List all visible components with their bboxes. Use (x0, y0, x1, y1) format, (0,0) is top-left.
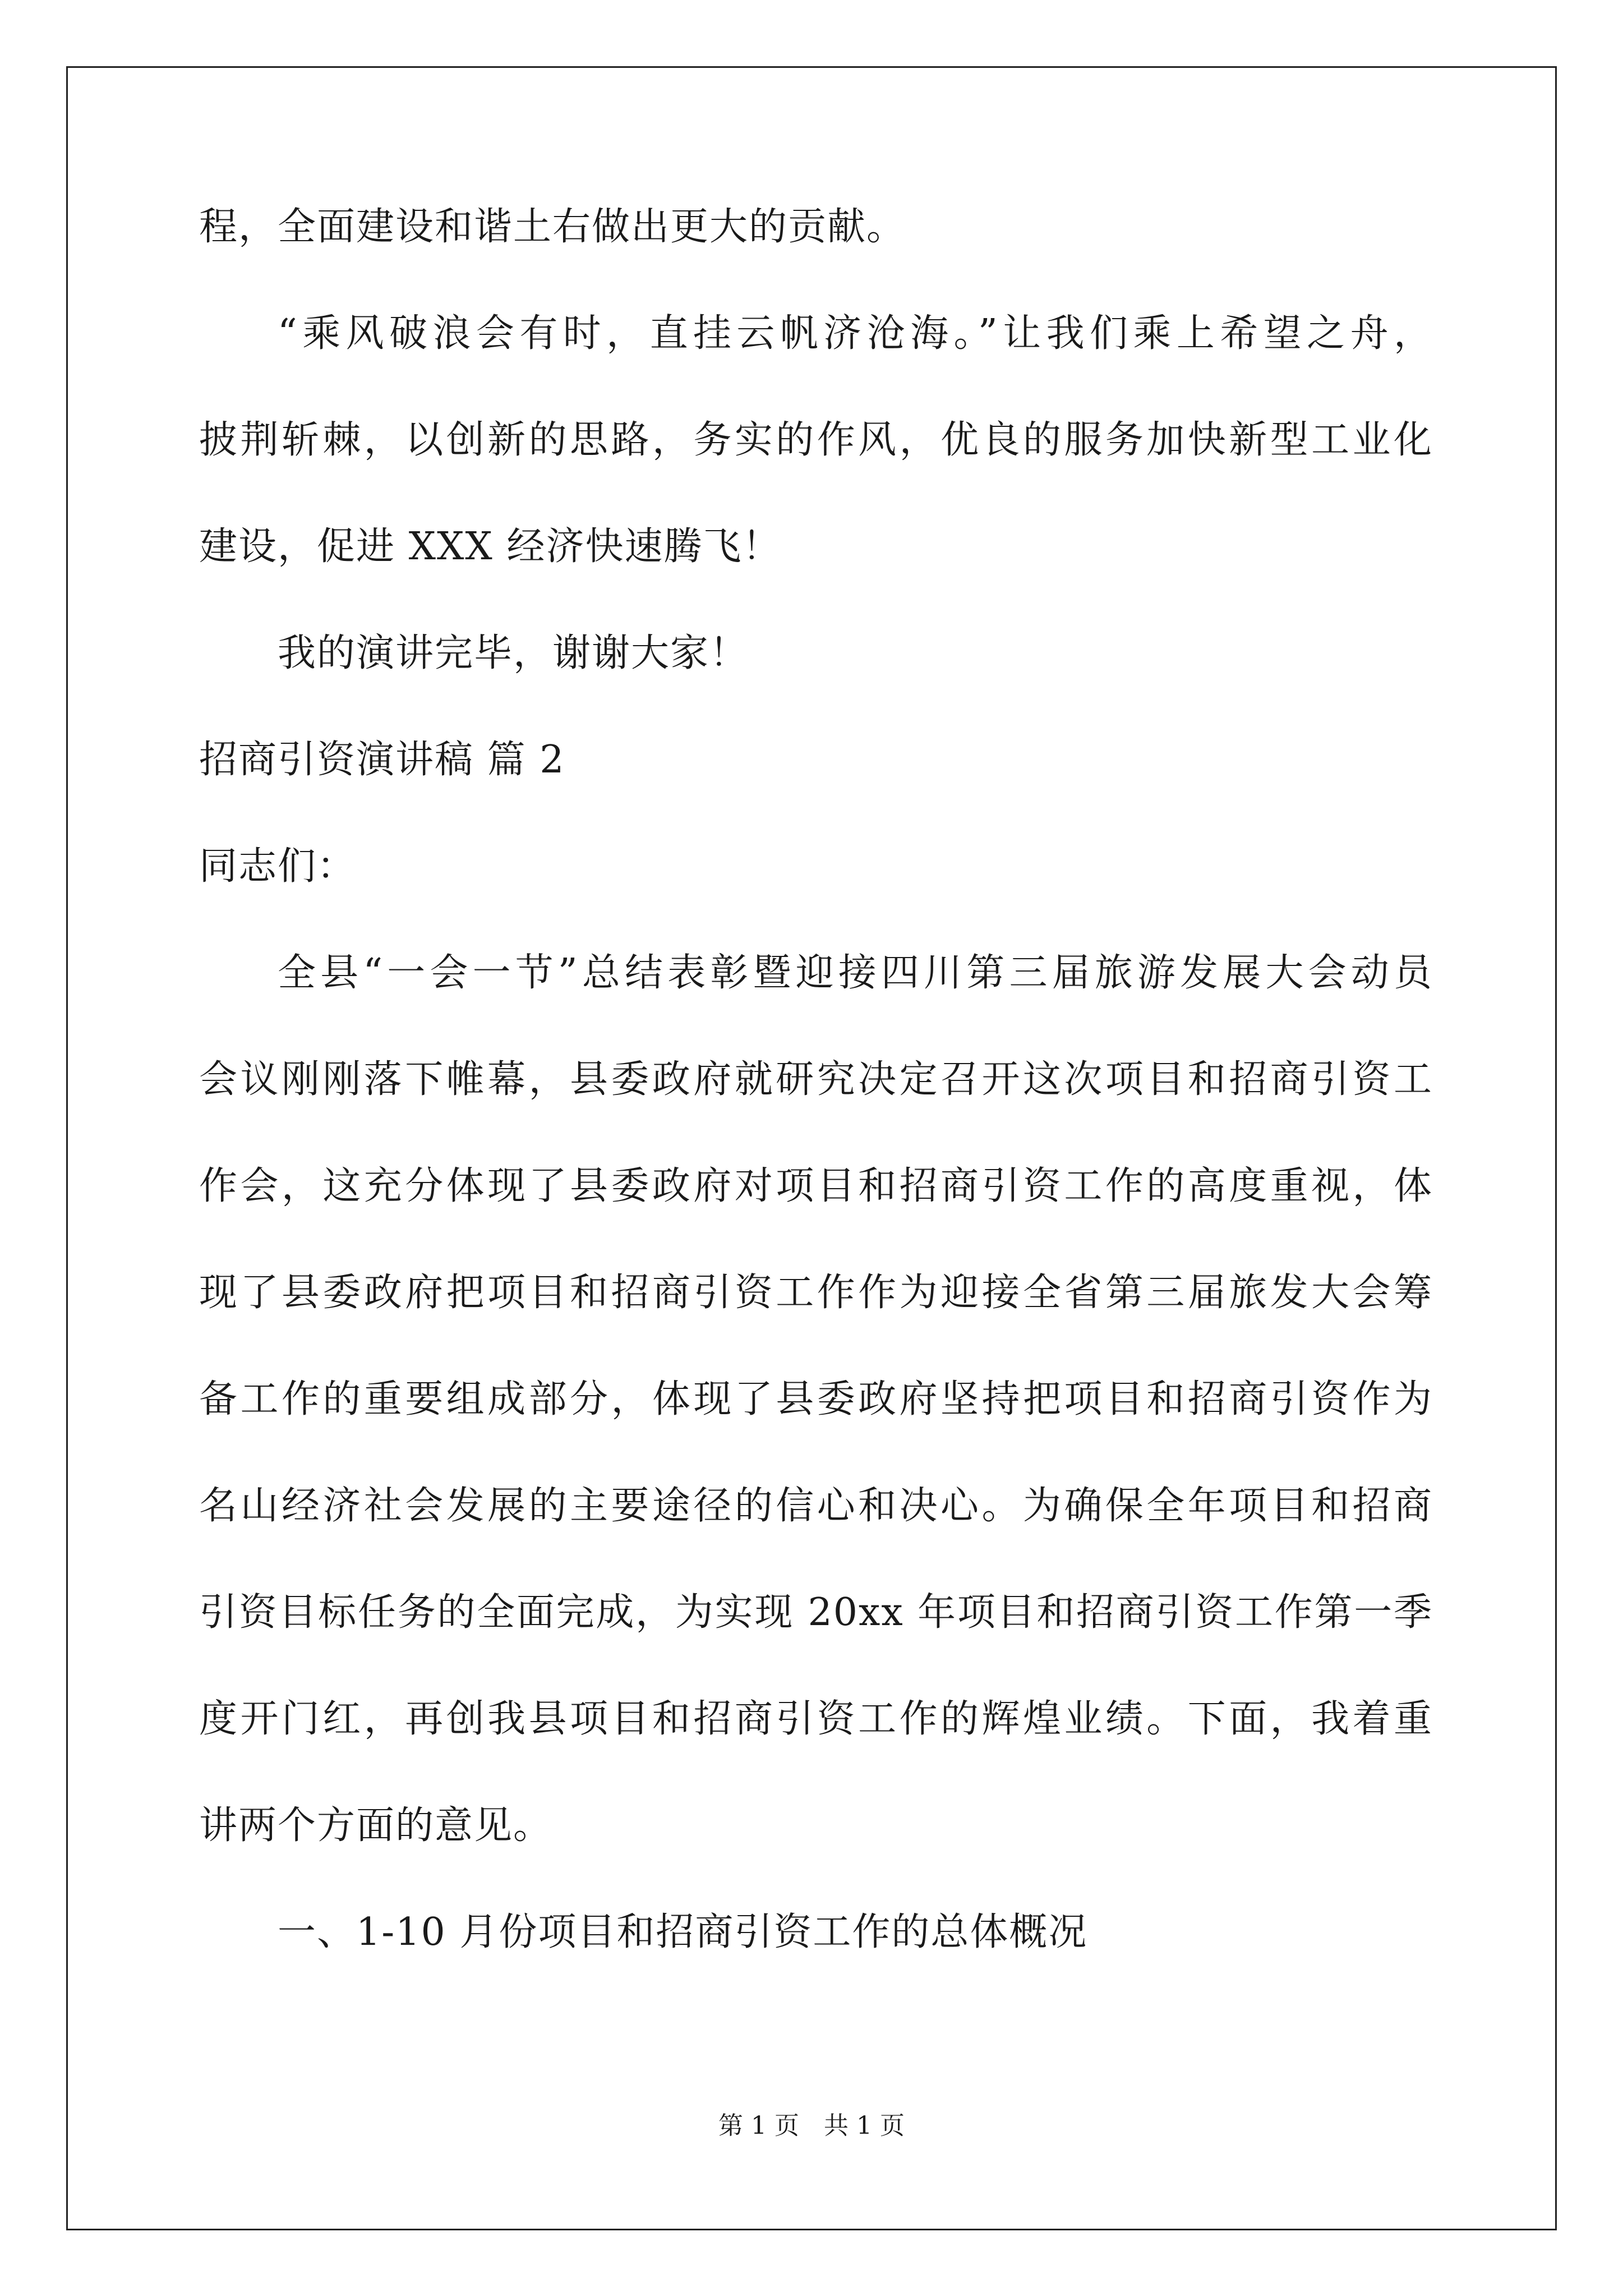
salutation: 同志们： (199, 844, 357, 889)
text-line: 作会，这充分体现了县委政府对项目和招商引资工作的高度重视，体 (199, 1164, 1433, 1208)
text-line: 名山经济社会发展的主要途径的信心和决心。为确保全年项目和招商 (199, 1484, 1433, 1528)
text-line: 会议刚刚落下帷幕，县委政府就研究决定召开这次项目和招商引资工 (199, 1057, 1433, 1102)
text-line: 建设，促进 XXX 经济快速腾飞！ (199, 524, 782, 569)
text-line: 全县“一会一节”总结表彰暨迎接四川第三届旅游发展大会动员 (278, 951, 1433, 995)
text-line: 我的演讲完毕，谢谢大家！ (278, 631, 749, 675)
page-footer: 第 1 页 共 1 页 (718, 2111, 905, 2140)
section-subheading: 一、1-10 月份项目和招商引资工作的总体概况 (278, 1910, 1088, 1954)
text-line: “乘风破浪会有时，直挂云帆济沧海。”让我们乘上希望之舟， (278, 311, 1433, 356)
text-line: 披荆斩棘，以创新的思路，务实的作风，优良的服务加快新型工业化 (199, 418, 1433, 462)
page-border (66, 66, 1557, 2230)
text-line: 备工作的重要组成部分，体现了县委政府坚持把项目和招商引资作为 (199, 1377, 1433, 1421)
text-line: 度开门红，再创我县项目和招商引资工作的辉煌业绩。下面，我着重 (199, 1697, 1433, 1741)
section-heading: 招商引资演讲稿 篇 2 (199, 738, 565, 782)
text-line: 引资目标任务的全面完成，为实现 20xx 年项目和招商引资工作第一季 (199, 1590, 1433, 1635)
text-line: 讲两个方面的意见。 (199, 1803, 553, 1848)
text-line: 程，全面建设和谐土右做出更大的贡献。 (199, 205, 906, 249)
text-line: 现了县委政府把项目和招商引资工作作为迎接全省第三届旅发大会筹 (199, 1271, 1433, 1315)
